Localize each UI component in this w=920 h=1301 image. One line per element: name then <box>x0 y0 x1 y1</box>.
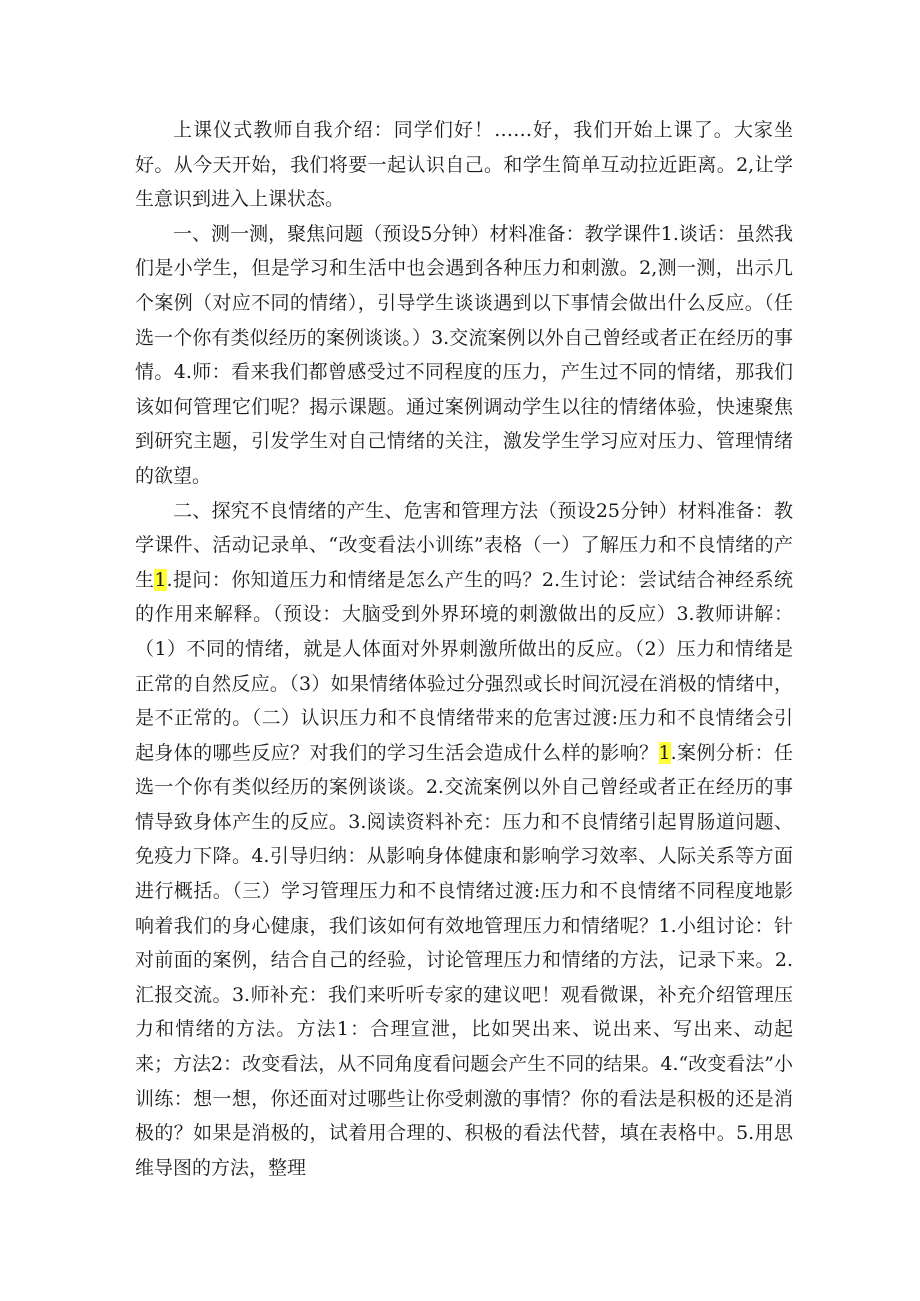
document-page <box>135 113 793 1185</box>
paragraph-greeting: 上课仪式教师自我介绍：同学们好！……好，我们开始上课了。大家坐好。从今天开始，我们将要一起认识自己。和学生简单互动拉近距离。2,让学生意识到进入上课状态。 <box>135 119 793 211</box>
highlighted-text: 1 <box>658 741 671 764</box>
paragraph-section-two <box>135 494 793 1186</box>
highlighted-text: 1 <box>154 568 167 591</box>
paragraph-text-segment: .提问：你知道压力和情绪是怎么产生的吗？2.生讨论：尝试结合神经系统的作用来解释。（预设：大脑受到外界环境的刺激做出的反应）3.教师讲解：（1）不同的情绪，就是人体面对外界刺激所做出的反应。（2）压力和情绪是正常的自然反应。（3）如果情绪体验过分强烈或长时间沉浸在消极的情绪中，是不正常的。（二）认识压力和不良情绪带来的危害过渡:压力和不良情绪会引起身体的哪些反应？对我们的学习生活会造成什么样的影响？ <box>135 568 793 764</box>
paragraph-text-segment: .案例分析：任选一个你有类似经历的案例谈谈。2.交流案例以外自己曾经或者正在经历的事情导致身体产生的反应。3.阅读资料补充：压力和不良情绪引起胃肠道问题、免疫力下降。4.引导归纳：从影响身体健康和影响学习效率、人际关系等方面进行概括。（三）学习管理压力和不良情绪过渡:压力和不良情绪不同程度地影响着我们的身心健康，我们该如何有效地管理压力和情绪呢？1.小组讨论：针对前面的案例，结合自己的经验，讨论管理压力和情绪的方法，记录下来。2.汇报交流。3.师补充：我们来听听专家的建议吧！观看微课，补充介绍管理压力和情绪的方法。方法1：合理宣泄，比如哭出来、说出来、写出来、动起来；方法2：改变看法，从不同角度看问题会产生不同的结果。4.“改变看法”小训练：想一想，你还面对过哪些让你受刺激的事情？你的看法是积极的还是消极的？如果是消极的，试着用合理的、积极的看法代替，填在表格中。5.用思维导图的方法，整理 <box>135 741 793 1179</box>
paragraph-section-one: 一、测一测，聚焦问题（预设5分钟）材料准备：教学课件1.谈话：虽然我们是小学生，但是学习和生活中也会遇到各种压力和刺激。2,测一测，出示几个案例（对应不同的情绪），引导学生谈谈遇到以下事情会做出什么反应。（任选一个你有类似经历的案例谈谈。）3.交流案例以外自己曾经或者正在经历的事情。4.师：看来我们都曾感受过不同程度的压力，产生过不同的情绪，那我们该如何管理它们呢？揭示课题。通过案例调动学生以往的情绪体验，快速聚焦到研究主题，引发学生对自己情绪的关注，激发学生学习应对压力、管理情绪的欲望。 <box>135 222 793 487</box>
paragraph-text-segment: 二、探究不良情绪的产生、危害和管理方法（预设25分钟）材料准备：教学课件、活动记录单、“改变看法小训练”表格（一）了解压力和不良情绪的产生 <box>135 499 793 591</box>
